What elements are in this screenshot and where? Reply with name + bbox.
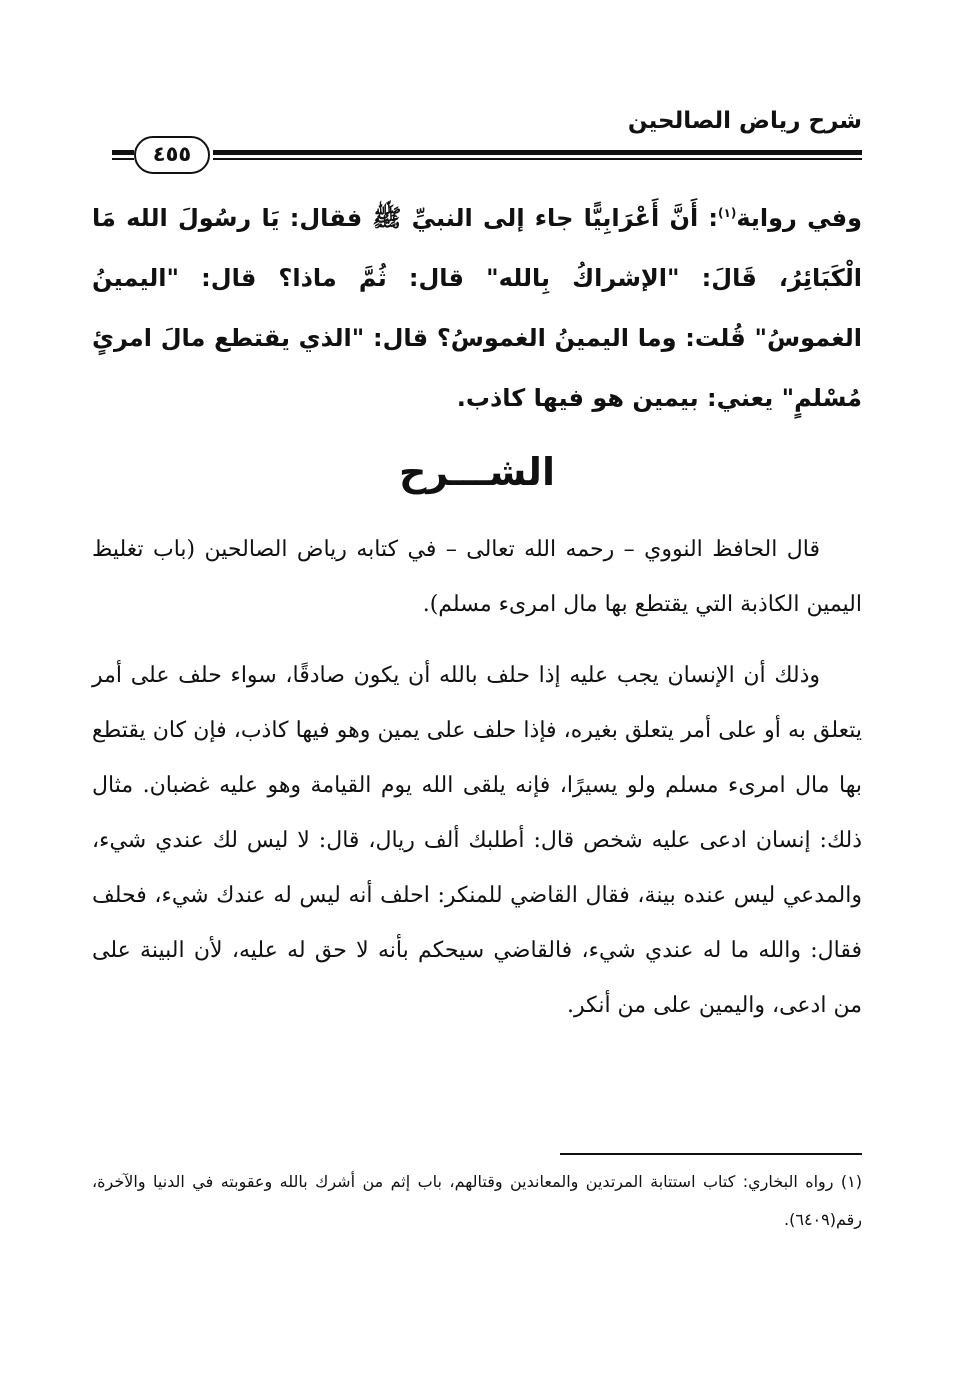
commentary-paragraph-1: قال الحافظ النووي – رحمه الله تعالى – في كتابه رياض الصالحين (باب تغليظ اليمين الكاذبة التي يقتطع بها مال امرىء مسلم). [92,537,862,617]
footnote: (١) رواه البخاري: كتاب استتابة المرتدين والمعاندين وقتالهم، باب إثم من أشرك بالله وعقوبته في الدنيا والآخرة، رقم(٦٤٠٩). [92,1172,862,1229]
footnote-separator [560,1153,862,1155]
header-rule-stub-thin [112,158,134,160]
header-rule-stub-thick [112,150,134,155]
commentary-paragraph-2: وذلك أن الإنسان يجب عليه إذا حلف بالله أن يكون صادقًا، سواء حلف على أمر يتعلق به أو على أمر يتعلق بغيره، فإذا حلف على يمين وهو فيها كاذب، فإن كان يقتطع بها مال امرىء مسلم ولو يسيرًا، فإنه يلقى الله يوم القيامة وهو عليه غضبان. مثال ذلك: إنسان ادعى عليه شخص قال: أطلبك ألف ريال، قال: لا ليس لك عندي شيء، والمدعي ليس عنده بينة، فقال القاضي للمنكر: احلف أنه ليس له عندك شيء، فحلف فقال: والله ما له عندي شيء، فالقاضي سيحكم بأنه لا حق له عليه، لأن البينة على من ادعى، واليمين على من أنكر. [92,663,862,1018]
hadith-intro: وفي رواية [736,204,862,232]
running-title: شرح رياض الصالحين [627,108,862,134]
section-title: الشـــرح [399,450,555,494]
hadith-body: : أَنَّ أَعْرَابِيًّا جاء إلى النبيِّ ﷺ فقال: يَا رسُولَ الله مَا الْكَبَائِرُ، قَالَ: "الإشراكُ بِالله" قال: ثُمَّ ماذا؟ قال: "اليمينُ الغموسُ" قُلت: وما اليمينُ الغموسُ؟ قال: "الذي يقتطع مالَ امرئٍ مُسْلمٍ" يعني: بيمين هو فيها كاذب. [92,204,862,412]
header-rule [213,150,862,162]
header-rule-stub [112,150,134,162]
header-rule-thick [213,150,862,155]
footnote-marker[interactable]: (١) [718,206,737,220]
header-rule-thin [213,158,862,160]
hadith-text [92,188,862,428]
page-number-badge: ٤٥٥ [134,136,210,174]
